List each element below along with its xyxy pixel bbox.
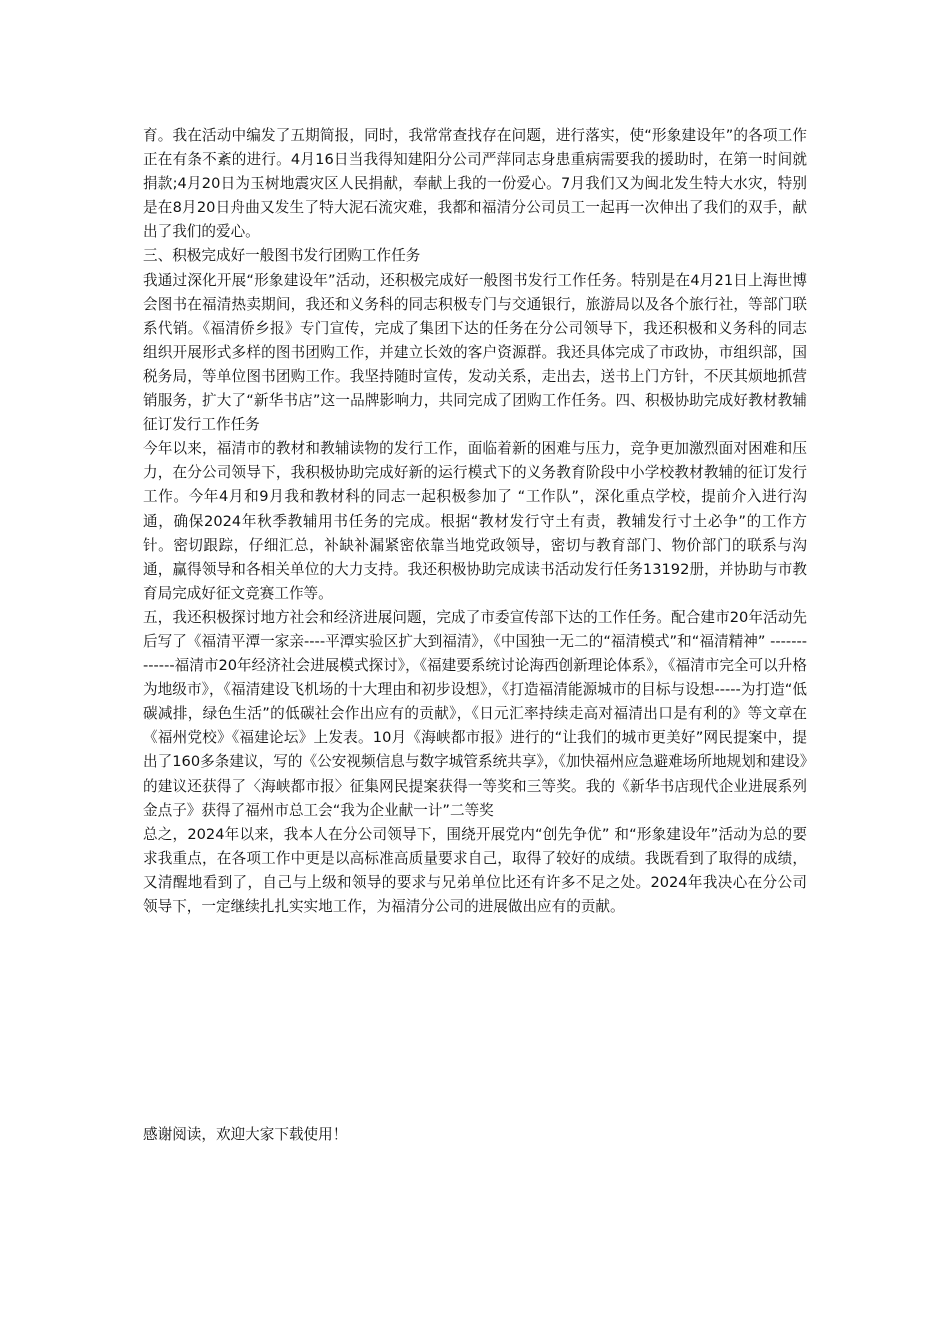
section-heading-book-group-purchase: 三、积极完成好一般图书发行团购工作任务 [143,247,421,265]
paragraph-textbook-distribution: 今年以来，福清市的教材和教辅读物的发行工作，面临着新的困难与压力，竞争更加激烈面对困难和压力，在分公司领导下，我积极协助完成好新的运行模式下的义务教育阶段中小学校教材教辅的征订发行工作。今年4月和9月我和教材科的同志一起积极参加了 “工作队”，深化重点学校，提前介入进行沟通，确保2024年秋季教辅用书任务的完成。根据“教材发行守土有责，教辅发行寸土必争”的工作方针。密切跟踪，仔细汇总，补缺补漏紧密依靠当地党政领导，密切与教育部门、物价部门的联系与沟通，赢得领导和各相关单位的大力支持。我还积极协助完成读书活动发行任务13192册，并协助与市教育局完成好征文竞赛工作等。 [143,440,807,602]
paragraph-conclusion: 总之，2024年以来，我本人在分公司领导下，围绕开展党内“创先争优” 和“形象建设年”活动为总的要求我重点，在各项工作中更是以高标准高质量要求自己，取得了较好的成绩。我既看到了取得的成绩，又清醒地看到了，自己与上级和领导的要求与兄弟单位比还有许多不足之处。2024年我决心在分公司领导下，一定继续扎扎实实地工作，为福清分公司的进展做出应有的贡献。 [143,825,807,915]
document-body [143,124,807,919]
paragraph-social-economic-research: 五，我还积极探讨地方社会和经济进展问题，完成了市委宣传部下达的工作任务。配合建市20年活动先后写了《福清平潭一家亲----平潭实验区扩大到福清》，《中国独一无二的“福清模式”和“福清精神” -------------福清市20年经济社会进展模式探讨》，《福建要系统讨论海西创新理论体系》，《福清市完全可以升格为地级市》，《福清建设飞机场的十大理由和初步设想》，《打造福清能源城市的目标与设想-----为打造“低碳减排，绿色生活”的低碳社会作出应有的贡献》，《日元汇率持续走高对福清出口是有利的》等文章在《福州党校》《福建论坛》上发表。10月《海峡都市报》进行的“让我们的城市更美好”网民提案中，提出了160多条建议，写的《公安视频信息与数字城管系统共享》，《加快福州应急避难场所地规划和建设》的建议还获得了〈海峡都市报〉征集网民提案获得一等奖和三等奖。我的《新华书店现代企业进展系列金点子》获得了福州市总工会“我为企业献一计”二等奖 [143,608,807,819]
paragraph-work-summary-intro: 育。我在活动中编发了五期简报，同时，我常常查找存在问题，进行落实，使“形象建设年”的各项工作正在有条不紊的进行。4月16日当我得知建阳分公司严萍同志身患重病需要我的援助时，在第一时间就捐款;4月20日为玉树地震灾区人民捐献，奉献上我的一份爱心。7月我们又为闽北发生特大水灾，特别是在8月20日舟曲又发生了特大泥石流灾难，我都和福清分公司员工一起再一次伸出了我们的双手，献出了我们的爱心。 [143,127,807,241]
closing-note: 感谢阅读，欢迎大家下载使用！ [143,1126,348,1143]
paragraph-book-distribution: 我通过深化开展“形象建设年”活动，还积极完成好一般图书发行工作任务。特别是在4月21日上海世博会图书在福清热卖期间，我还和义务科的同志积极专门与交通银行，旅游局以及各个旅行社，等部门联系代销。《福清侨乡报》专门宣传，完成了集团下达的任务在分公司领导下，我还积极和义务科的同志组织开展形式多样的图书团购工作，并建立长效的客户资源群。我还具体完成了市政协，市组织部，国税务局，等单位图书团购工作。我坚持随时宣传，发动关系，走出去，送书上门方针，不厌其烦地抓营销服务，扩大了“新华书店”这一品牌影响力，共同完成了团购工作任务。四、积极协助完成好教材教辅征订发行工作任务 [143,271,807,434]
